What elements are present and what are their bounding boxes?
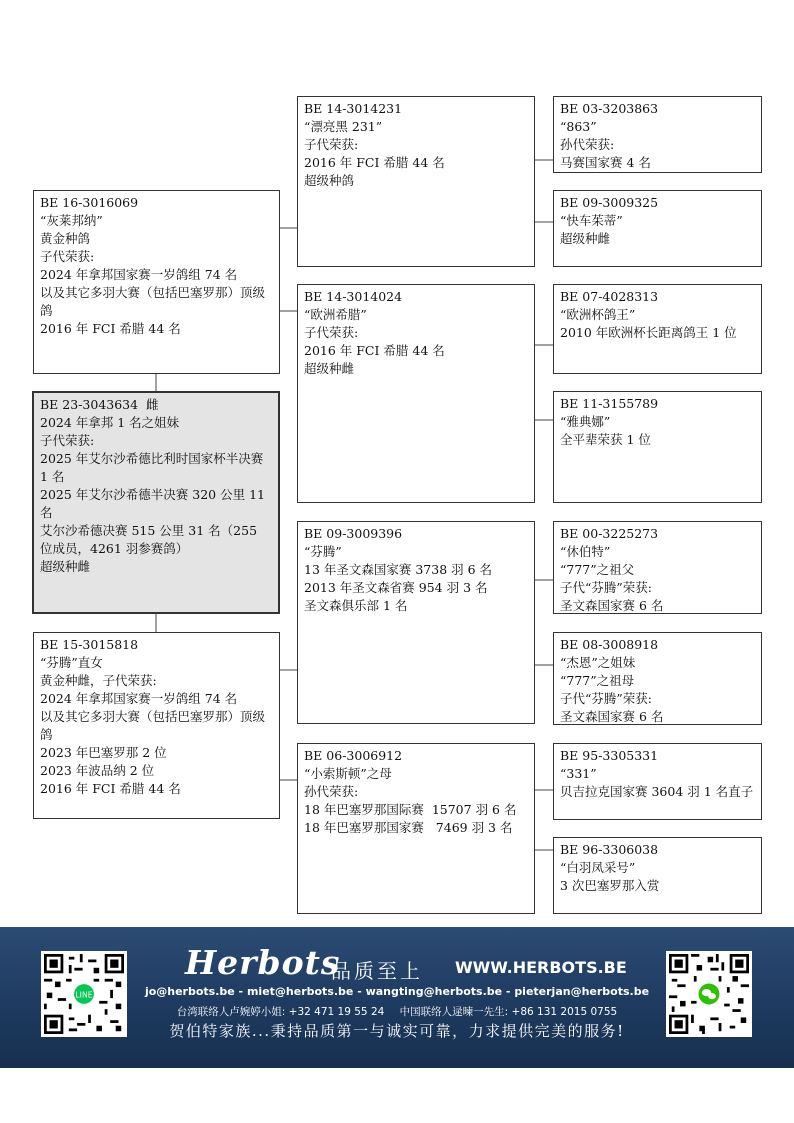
ds-dam-line: 圣文森国家赛 6 名 xyxy=(560,709,664,724)
dd-sire-line: 贝吉拉克国家赛 3604 羽 1 名直子 xyxy=(560,784,754,799)
sire-name: “灰莱邦纳” xyxy=(40,213,103,228)
brand-logo: Herbots xyxy=(185,943,341,982)
dam-sire-line: 2013 年圣文森省赛 954 羽 3 名 xyxy=(304,580,488,595)
sd-dam-line: 全平辈荣获 1 位 xyxy=(560,432,651,447)
svg-text:LINE: LINE xyxy=(75,990,93,1000)
ss-dam-card xyxy=(553,190,762,267)
contact-china: 中国联络人逯暕一先生: +86 131 2015 0755 xyxy=(399,1006,618,1018)
ss-sire-line: 孙代荣获: xyxy=(560,137,615,152)
ds-sire-line: “777”之祖父 xyxy=(560,562,635,577)
subject-line: 2025 年艾尔沙希德比利时国家杯半决赛 1 名 xyxy=(40,451,268,484)
dam-line: 2016 年 FCI 希腊 44 名 xyxy=(40,781,181,796)
sire-sire-line: 2016 年 FCI 希腊 44 名 xyxy=(304,155,445,170)
dd-dam-line: 3 次巴塞罗那入赏 xyxy=(560,878,660,893)
ds-sire-line: “休伯特” xyxy=(560,544,611,559)
email-list[interactable]: jo@herbots.be - miet@herbots.be - wangting@herbots.be - pieterjan@herbots.be xyxy=(144,985,650,998)
ds-dam-line: “杰恩”之姐妹 xyxy=(560,655,636,670)
ss-dam-line: 超级种雌 xyxy=(560,231,611,246)
sire-sire-line: 子代荣获: xyxy=(304,137,359,152)
subject-card xyxy=(32,391,280,614)
brand-motto: 品质至上 xyxy=(331,959,423,983)
footer-banner xyxy=(0,927,794,1068)
sd-sire-ring: BE 07-4028313 xyxy=(560,289,659,304)
ds-dam-ring: BE 08-3008918 xyxy=(560,637,659,652)
sd-sire-card xyxy=(553,284,762,374)
dam-sire-line: 13 年圣文森国家赛 3738 羽 6 名 xyxy=(304,562,493,577)
sire-dam-card xyxy=(297,284,535,503)
dam-line: 2023 年波品纳 2 位 xyxy=(40,763,155,778)
sire-dam-line: 2016 年 FCI 希腊 44 名 xyxy=(304,343,445,358)
subject-line: 2025 年艾尔沙希德半决赛 320 公里 11 名 xyxy=(40,487,269,520)
website-link[interactable]: WWW.HERBOTS.BE xyxy=(455,958,627,977)
dam-line: 黄金种雌，子代荣获: xyxy=(40,673,157,688)
dam-sire-line: “芬腾” xyxy=(304,544,342,559)
ss-dam-ring: BE 09-3009325 xyxy=(560,195,659,210)
dam-name: “芬腾”直女 xyxy=(40,655,103,670)
sire-line: 以及其它多羽大赛（包括巴塞罗那）顶级鸽 xyxy=(40,285,266,318)
dam-dam-card xyxy=(297,743,535,914)
dam-line: 2023 年巴塞罗那 2 位 xyxy=(40,745,167,760)
sd-dam-line: “雅典娜” xyxy=(560,414,611,429)
ss-sire-card xyxy=(553,96,762,173)
dam-sire-line: 圣文森俱乐部 1 名 xyxy=(304,598,408,613)
sire-line: 子代荣获: xyxy=(40,249,95,264)
subject-line: 子代荣获: xyxy=(40,433,95,448)
sd-sire-line: “欧洲杯鸽王” xyxy=(560,307,636,322)
ss-sire-ring: BE 03-3203863 xyxy=(560,101,659,116)
subject-ring: BE 23-3043634 雌 xyxy=(40,397,159,412)
dam-sire-card xyxy=(297,521,535,724)
sire-dam-line: 超级种雌 xyxy=(304,361,355,376)
dam-ring: BE 15-3015818 xyxy=(40,637,139,652)
qr-code-wechat-image xyxy=(669,954,749,1034)
sire-sire-ring: BE 14-3014231 xyxy=(304,101,403,116)
brand-row xyxy=(185,943,627,987)
sire-sire-line: “漂亮黑 231” xyxy=(304,119,383,134)
sd-dam-ring: BE 11-3155789 xyxy=(560,396,659,411)
sire-line: 2016 年 FCI 希腊 44 名 xyxy=(40,321,181,336)
dd-sire-line: “331” xyxy=(560,766,597,781)
ds-sire-ring: BE 00-3225273 xyxy=(560,526,659,541)
dam-line: 2024 年拿邦国家赛一岁鸽组 74 名 xyxy=(40,691,238,706)
ds-sire-line: 子代“芬腾”荣获: xyxy=(560,580,652,595)
subject-line: 艾尔沙希德决赛 515 公里 31 名（255 位成员，4261 羽参赛鸽） xyxy=(40,523,262,556)
ds-dam-line: “777”之祖母 xyxy=(560,673,635,688)
subject-line: 2024 年拿邦 1 名之姐妹 xyxy=(40,415,180,430)
dam-dam-line: “小索斯顿”之母 xyxy=(304,766,392,781)
dam-dam-line: 18 年巴塞罗那国际赛 15707 羽 6 名 xyxy=(304,802,517,817)
qr-code-wechat[interactable] xyxy=(666,951,752,1037)
sire-sire-line: 超级种鸽 xyxy=(304,173,355,188)
dam-card xyxy=(33,632,280,819)
sire-card xyxy=(33,190,280,374)
sire-ring: BE 16-3016069 xyxy=(40,195,139,210)
dd-dam-card xyxy=(553,837,762,914)
sire-dam-ring: BE 14-3014024 xyxy=(304,289,403,304)
footer-slogan: 贺伯特家族...秉持品质第一与诚实可靠，力求提供完美的服务! xyxy=(169,1022,625,1040)
contact-taiwan: 台湾联络人卢婉婷小姐: +32 471 19 55 24 xyxy=(176,1006,385,1018)
dd-sire-card xyxy=(553,743,762,820)
dd-dam-ring: BE 96-3306038 xyxy=(560,842,659,857)
ss-dam-line: “快车茱蒂” xyxy=(560,213,623,228)
dd-sire-ring: BE 95-3305331 xyxy=(560,748,659,763)
sire-line: 黄金种鸽 xyxy=(40,231,91,246)
dam-line: 以及其它多羽大赛（包括巴塞罗那）顶级鸽 xyxy=(40,709,266,742)
ds-dam-line: 子代“芬腾”荣获: xyxy=(560,691,652,706)
sd-sire-line: 2010 年欧洲杯长距离鸽王 1 位 xyxy=(560,325,737,340)
dam-dam-line: 孙代荣获: xyxy=(304,784,359,799)
sire-line: 2024 年拿邦国家赛一岁鸽组 74 名 xyxy=(40,267,238,282)
subject-line: 超级种雌 xyxy=(40,559,91,574)
ss-sire-line: “863” xyxy=(560,119,597,134)
dam-sire-ring: BE 09-3009396 xyxy=(304,526,403,541)
sire-dam-line: 子代荣获: xyxy=(304,325,359,340)
dam-dam-ring: BE 06-3006912 xyxy=(304,748,403,763)
ds-sire-line: 圣文森国家赛 6 名 xyxy=(560,598,664,613)
sd-dam-card xyxy=(553,391,762,503)
ss-sire-line: 马赛国家赛 4 名 xyxy=(560,155,651,170)
dam-dam-line: 18 年巴塞罗那国家赛 7469 羽 3 名 xyxy=(304,820,513,835)
sire-sire-card xyxy=(297,96,535,267)
ds-sire-card xyxy=(553,521,762,614)
ds-dam-card xyxy=(553,632,762,725)
sire-dam-line: “欧洲希腊” xyxy=(304,307,367,322)
dd-dam-line: “白羽凤采号” xyxy=(560,860,636,875)
